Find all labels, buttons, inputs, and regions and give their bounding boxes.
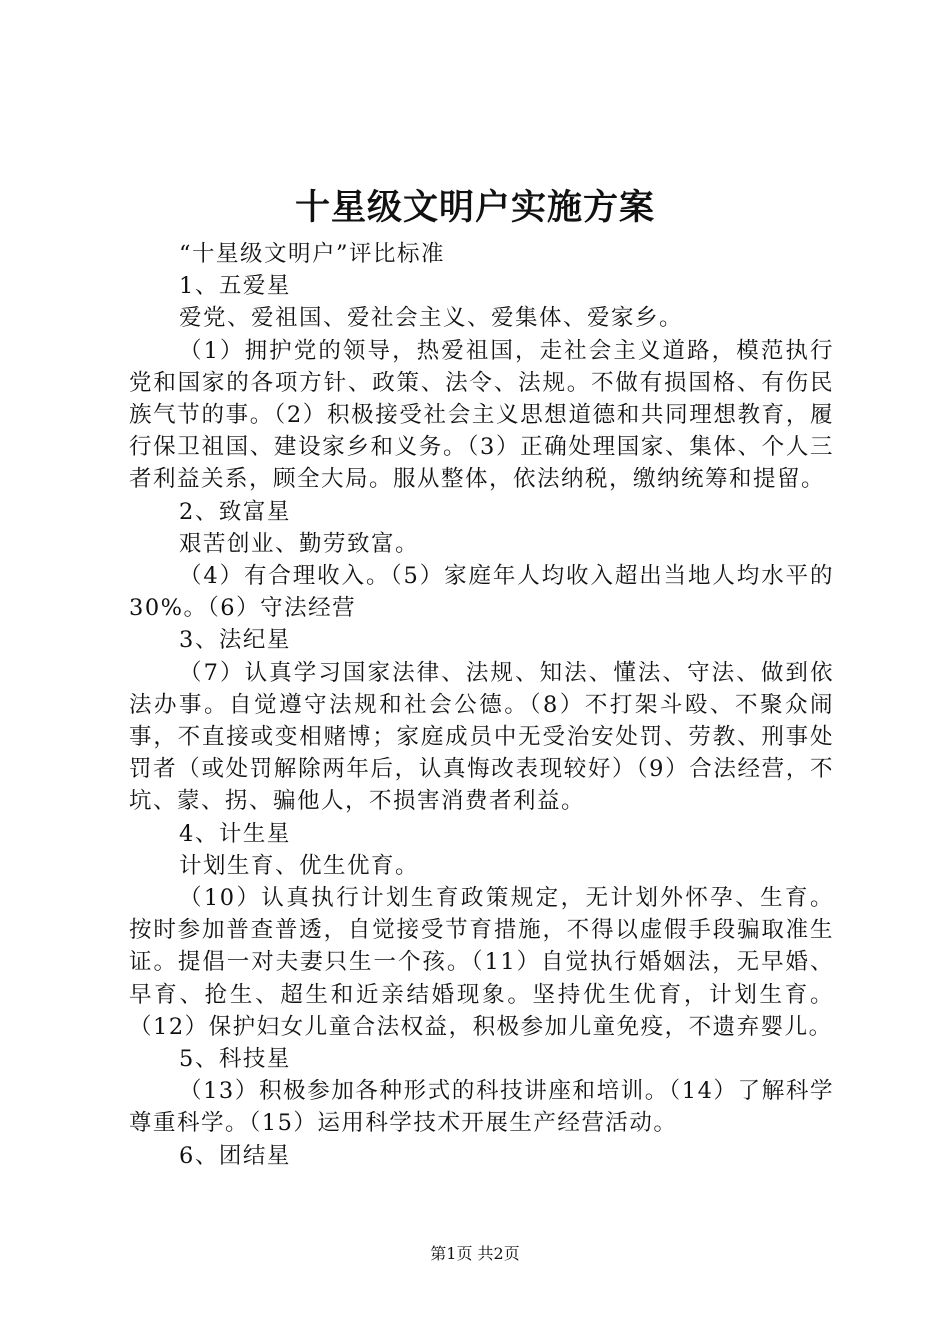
section-summary-zhifuxing: 艰苦创业、勤劳致富。 — [179, 530, 420, 557]
section-heading-wuaixing: 1、五爱星 — [179, 273, 291, 300]
section-body-fajixing: （7）认真学习国家法律、法规、知法、懂法、守法、做到依法办事。自觉遵守法规和社会公德。（8）不打架斗殴、不聚众闹事，不直接或变相赌博；家庭成员中无受治安处罚、劳教、刑事处罚者（或处罚解除两年后，认真悔改表现较好）（9）合法经营，不坑、蒙、拐、骗他人，不损害消费者利益。 — [129, 659, 834, 815]
page-number-footer: 第1页 共2页 — [430, 1244, 520, 1263]
section-summary-wuaixing: 爱党、爱祖国、爱社会主义、爱集体、爱家乡。 — [179, 305, 684, 332]
document-body — [129, 238, 834, 1172]
section-body-wuaixing: （1）拥护党的领导，热爱祖国，走社会主义道路，模范执行党和国家的各项方针、政策、法令、法规。不做有损国格、有伤民族气节的事。（2）积极接受社会主义思想道德和共同理想教育，履行保卫祖国、建设家乡和义务。（3）正确处理国家、集体、个人三者利益关系，顾全大局。服从整体，依法纳税，缴纳统筹和提留。 — [129, 337, 834, 493]
section-heading-kejixing: 5、科技星 — [179, 1046, 291, 1073]
section-heading-fajixing: 3、法纪星 — [179, 627, 291, 654]
section-summary-jishengxing: 计划生育、优生优育。 — [179, 852, 420, 879]
section-body-jishengxing: （10）认真执行计划生育政策规定，无计划外怀孕、生育。按时参加普查普透，自觉接受节育措施，不得以虚假手段骗取准生证。提倡一对夫妻只生一个孩。（11）自觉执行婚姻法，无早婚、早育、抢生、超生和近亲结婚现象。坚持优生优育，计划生育。（12）保护妇女儿童合法权益，积极参加儿童免疫，不遗弃婴儿。 — [129, 885, 834, 1040]
section-heading-tuanjiexing: 6、团结星 — [179, 1142, 291, 1169]
subtitle-standard: “十星级文明户”评比标准 — [179, 241, 446, 267]
section-heading-jishengxing: 4、计生星 — [179, 820, 291, 847]
document-title: 十星级文明户实施方案 — [294, 187, 655, 228]
section-body-kejixing: （13）积极参加各种形式的科技讲座和培训。（14）了解科学尊重科学。（15）运用科学技术开展生产经营活动。 — [129, 1078, 834, 1137]
section-heading-zhifuxing: 2、致富星 — [179, 498, 291, 525]
section-body-zhifuxing: （4）有合理收入。（5）家庭年人均收入超出当地人均水平的30%。（6）守法经营 — [129, 563, 834, 622]
